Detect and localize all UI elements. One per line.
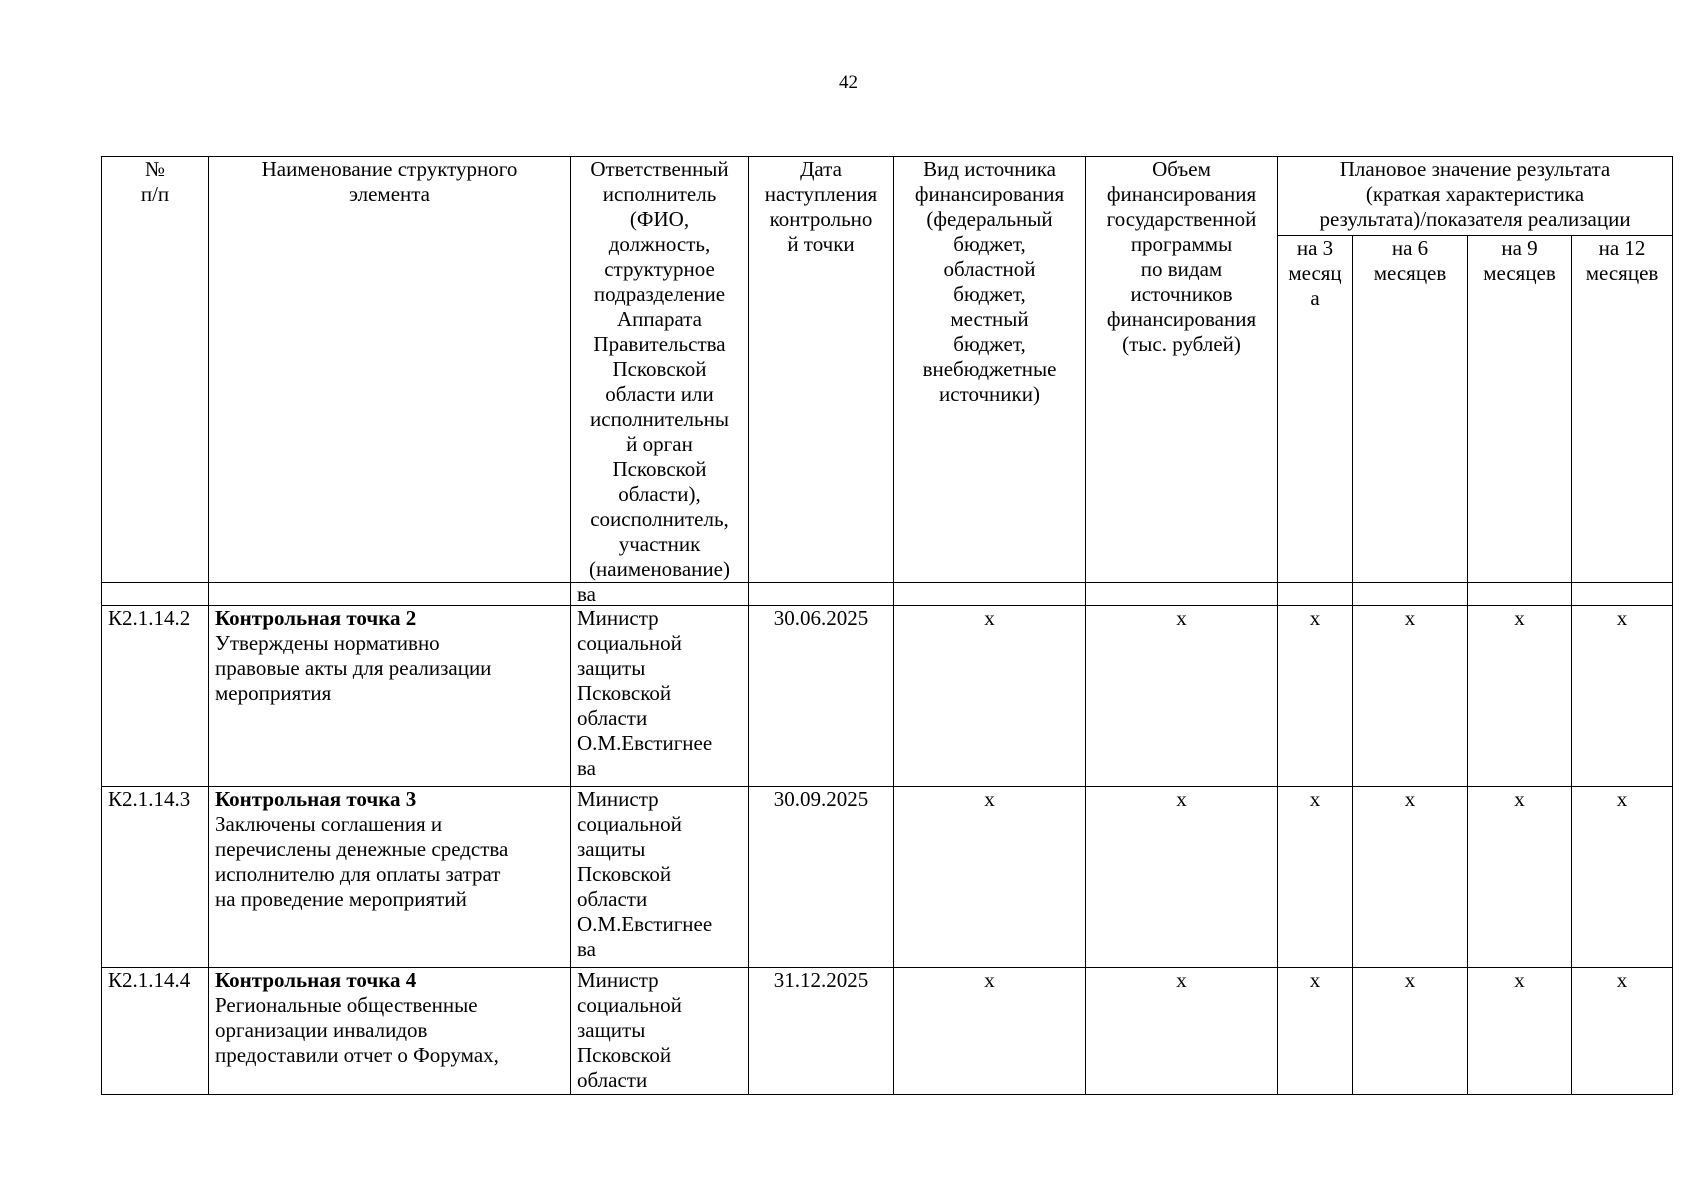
row-name bbox=[209, 787, 571, 968]
row-m6: х bbox=[1353, 968, 1468, 1095]
table-row bbox=[102, 606, 1673, 787]
row-m9: х bbox=[1468, 606, 1572, 787]
row-date: 31.12.2025 bbox=[749, 968, 894, 1095]
row-m3: х bbox=[1278, 787, 1353, 968]
header-executor: Ответственный исполнитель (ФИО, должность, структурное подразделение Аппарата Правительства Псковской области или исполнительны й орган Псковской области), соисполнитель, участник (наименование) bbox=[571, 157, 749, 583]
table-header-row bbox=[102, 157, 1673, 236]
row-date: 30.09.2025 bbox=[749, 787, 894, 968]
header-date: Дата наступления контрольно й точки bbox=[749, 157, 894, 583]
header-m12: на 12 месяцев bbox=[1572, 236, 1673, 583]
table-row bbox=[102, 968, 1673, 1095]
row-m12: х bbox=[1572, 968, 1673, 1095]
row-title: Контрольная точка 3 bbox=[215, 787, 417, 811]
row-source: х bbox=[894, 787, 1086, 968]
row-date: 30.06.2025 bbox=[749, 606, 894, 787]
row-m6: х bbox=[1353, 787, 1468, 968]
row-name bbox=[209, 968, 571, 1095]
row-m3: х bbox=[1278, 968, 1353, 1095]
row-executor: Министр социальной защиты Псковской области О.М.Евстигнее ва bbox=[571, 787, 749, 968]
control-points-table bbox=[101, 156, 1673, 1095]
row-m12: х bbox=[1572, 787, 1673, 968]
row-m12: х bbox=[1572, 606, 1673, 787]
row-m9: х bbox=[1468, 787, 1572, 968]
row-desc: Утверждены нормативно правовые акты для реализации мероприятия bbox=[215, 631, 492, 705]
row-desc: Заключены соглашения и перечислены денежные средства исполнителю для оплаты затрат на проведение мероприятий bbox=[215, 812, 509, 911]
row-source: х bbox=[894, 968, 1086, 1095]
row-executor: Министр социальной защиты Псковской области О.М.Евстигнее ва bbox=[571, 606, 749, 787]
header-volume: Объем финансирования государственной программы по видам источников финансирования (тыс. рублей) bbox=[1086, 157, 1278, 583]
carryover-row bbox=[102, 583, 1673, 606]
row-volume: х bbox=[1086, 968, 1278, 1095]
header-m6: на 6 месяцев bbox=[1353, 236, 1468, 583]
row-volume: х bbox=[1086, 606, 1278, 787]
row-volume: х bbox=[1086, 787, 1278, 968]
header-m9: на 9 месяцев bbox=[1468, 236, 1572, 583]
row-desc: Региональные общественные организации инвалидов предоставили отчет о Форумах, bbox=[215, 993, 499, 1067]
header-name: Наименование структурного элемента bbox=[209, 157, 571, 583]
row-m3: х bbox=[1278, 606, 1353, 787]
row-title: Контрольная точка 2 bbox=[215, 606, 417, 630]
carryover-executor: ва bbox=[571, 583, 749, 606]
header-source: Вид источника финансирования (федеральный бюджет, областной бюджет, местный бюджет, внебюджетные источники) bbox=[894, 157, 1086, 583]
table-row bbox=[102, 787, 1673, 968]
row-num: К2.1.14.2 bbox=[102, 606, 209, 787]
row-title: Контрольная точка 4 bbox=[215, 968, 417, 992]
header-num: № п/п bbox=[102, 157, 209, 583]
row-m9: х bbox=[1468, 968, 1572, 1095]
row-m6: х bbox=[1353, 606, 1468, 787]
row-num: К2.1.14.4 bbox=[102, 968, 209, 1095]
header-m3: на 3 месяц а bbox=[1278, 236, 1353, 583]
row-source: х bbox=[894, 606, 1086, 787]
row-num: К2.1.14.3 bbox=[102, 787, 209, 968]
header-plan: Плановое значение результата (краткая характеристика результата)/показателя реализации bbox=[1278, 157, 1673, 236]
page-number: 42 bbox=[839, 72, 858, 93]
row-executor: Министр социальной защиты Псковской области bbox=[571, 968, 749, 1095]
row-name bbox=[209, 606, 571, 787]
